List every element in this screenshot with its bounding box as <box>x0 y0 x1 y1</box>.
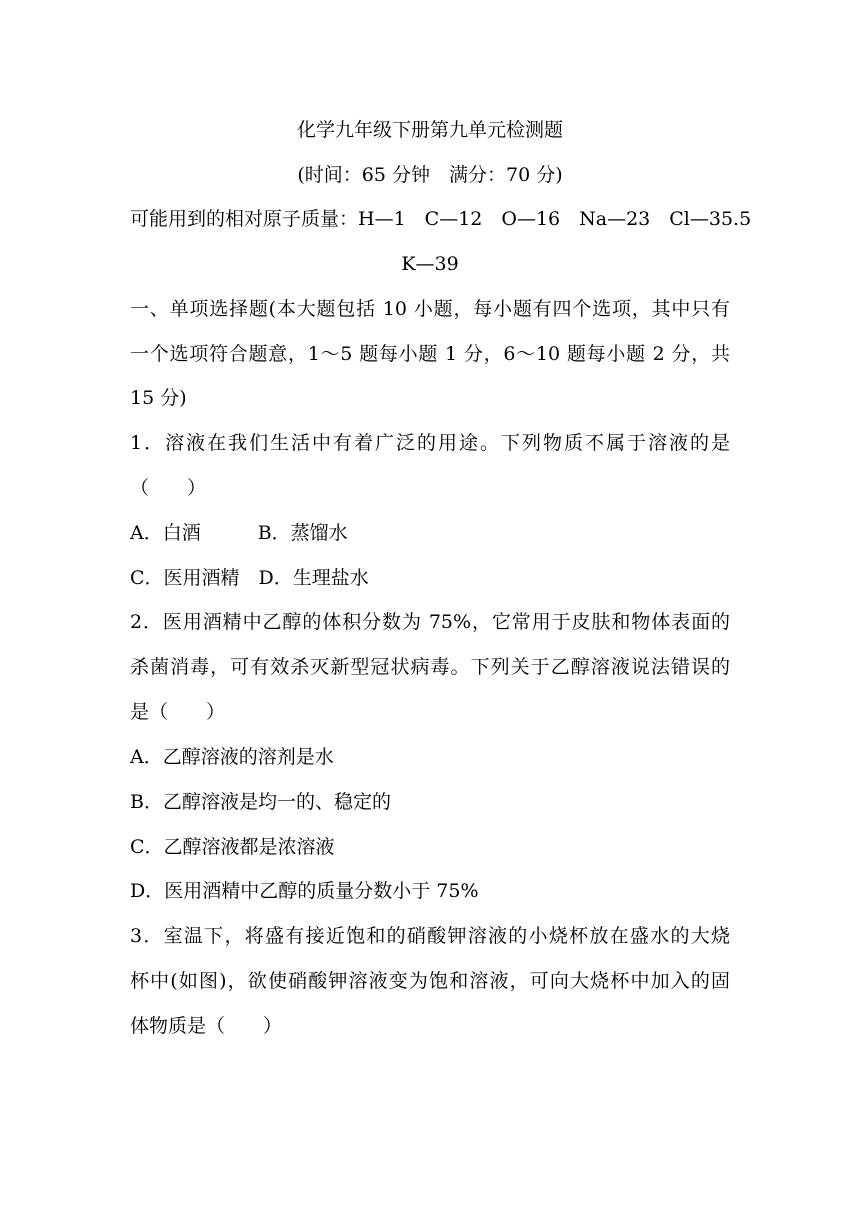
question-1-stem-line-2: （ ） <box>130 477 207 499</box>
section-heading-line-3: 15 分) <box>130 387 187 409</box>
section-heading-line-2: 一个选项符合题意，1～5 题每小题 1 分，6～10 题每小题 2 分，共 <box>130 343 730 365</box>
section-heading-line-1: 一、单项选择题(本大题包括 10 小题，每小题有四个选项，其中只有 <box>130 298 730 320</box>
question-3-stem-line-3: 体物质是（ ） <box>130 1015 283 1037</box>
question-3-stem-line-1: 3．室温下，将盛有接近饱和的硝酸钾溶液的小烧杯放在盛水的大烧 <box>130 925 730 947</box>
document-title: 化学九年级下册第九单元检测题 <box>296 119 563 141</box>
atomic-mass-line-2: K—39 <box>401 253 459 275</box>
atomic-mass-line-1: 可能用到的相对原子质量：H—1 C—12 O—16 Na—23 Cl—35.5 <box>130 208 752 230</box>
question-2-stem-line-2: 杀菌消毒，可有效杀灭新型冠状病毒。下列关于乙醇溶液说法错误的 <box>130 656 730 678</box>
question-1-options-line-2: C．医用酒精 D．生理盐水 <box>130 567 369 589</box>
question-3-stem-line-2: 杯中(如图)，欲使硝酸钾溶液变为饱和溶液，可向大烧杯中加入的固 <box>130 970 730 992</box>
exam-time-score: (时间：65 分钟 满分：70 分) <box>297 164 563 186</box>
question-1-stem-line-1: 1．溶液在我们生活中有着广泛的用途。下列物质不属于溶液的是 <box>130 432 730 454</box>
question-2-option-b: B．乙醇溶液是均一的、稳定的 <box>130 791 391 813</box>
question-2-option-a: A．乙醇溶液的溶剂是水 <box>130 746 334 768</box>
question-2-option-d: D．医用酒精中乙醇的质量分数小于 75% <box>130 880 479 902</box>
question-2-stem-line-3: 是（ ） <box>130 701 226 723</box>
question-2-option-c: C．乙醇溶液都是浓溶液 <box>130 836 335 858</box>
question-2-stem-line-1: 2．医用酒精中乙醇的体积分数为 75%，它常用于皮肤和物体表面的 <box>130 611 730 633</box>
question-1-options-line-1: A．白酒 B．蒸馏水 <box>130 522 348 544</box>
